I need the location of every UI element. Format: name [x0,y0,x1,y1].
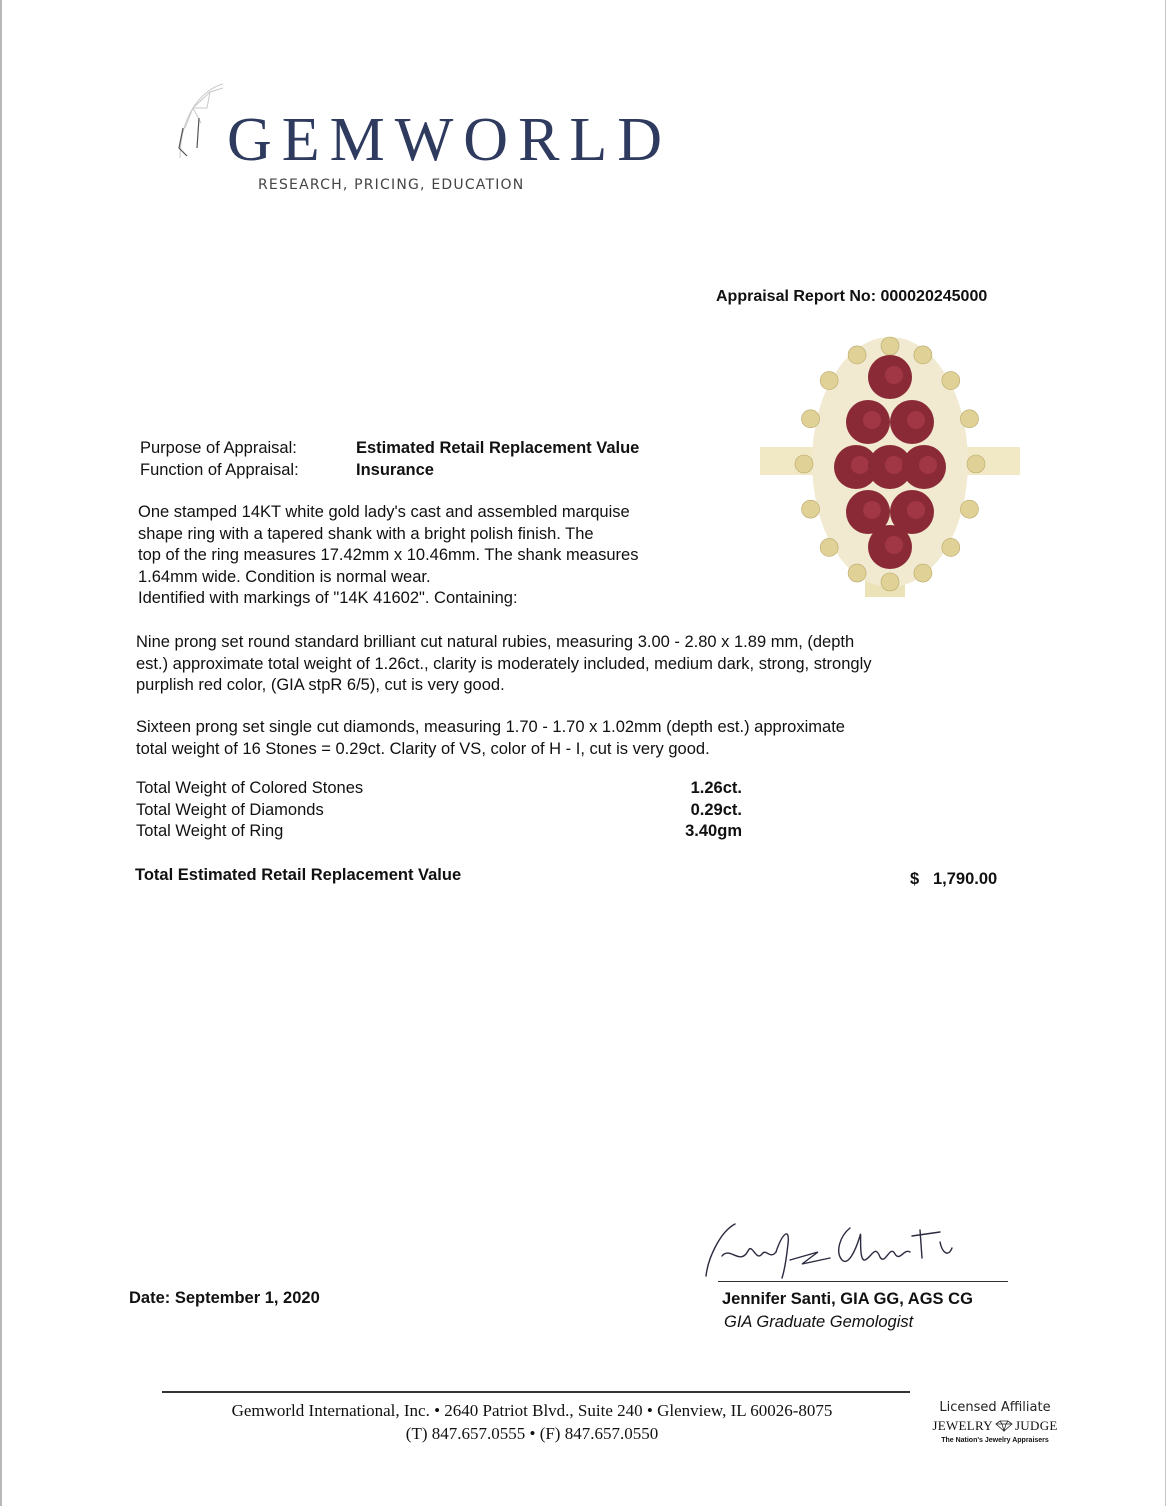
total-value: 3.40gm [685,822,742,840]
description-line: top of the ring measures 17.42mm x 10.46mm. The shank measures [138,546,639,564]
diamond-stone [914,346,932,364]
gem-outline-icon [175,78,225,168]
rubies-line: Nine prong set round standard brilliant cut natural rubies, measuring 3.00 - 2.80 x 1.89 mm, (depth [136,633,855,651]
diamond-stone [942,372,960,390]
description-line: Identified with markings of "14K 41602". Containing: [138,589,518,607]
currency-symbol: $ [910,870,920,888]
diamond-stone [848,346,866,364]
phone-line: (T) 847.657.0555 • (F) 847.657.0550 [405,1424,659,1443]
ruby-highlight [863,501,881,519]
diamond-stone [848,564,866,582]
grand-total-label: Total Estimated Retail Replacement Value [135,866,462,884]
function-value: Insurance [356,460,434,479]
grand-total-value: 1,790.00 [933,870,998,888]
rubies-line: est.) approximate total weight of 1.26ct., clarity is moderately included, medium dark, strong, strongly [136,654,872,673]
ruby-highlight [885,536,903,554]
diamond-stone [967,455,985,473]
total-label: Total Weight of Colored Stones [136,779,364,797]
appraisal-purpose [140,438,639,481]
rubies-description [136,632,872,697]
ruby-highlight [851,456,869,474]
description-line: shape ring with a tapered shank with a bright polish finish. The [138,524,594,543]
total-value: 0.29ct. [690,800,742,819]
ruby-highlight [885,456,903,474]
brand-name: GEMWORLD [227,106,673,174]
diamond-stone [802,500,820,518]
signer-title: GIA Graduate Gemologist [724,1313,914,1331]
ruby-highlight [885,366,903,384]
affiliate-brand [928,1418,1062,1434]
gemworld-logo [175,78,673,198]
affiliate-title: Licensed Affiliate [939,1400,1051,1415]
signature-line [718,1281,1008,1282]
description-line: One stamped 14KT white gold lady's cast and assembled marquise [138,503,630,521]
report-number: Appraisal Report No: 000020245000 [716,288,988,305]
total-row [136,800,742,822]
function-label: Function of Appraisal: [140,460,299,479]
diamonds-description [136,717,845,760]
diamond-icon [994,1420,1014,1432]
affiliate-brand-right: JUDGE [1014,1418,1058,1433]
diamond-stone [960,500,978,518]
diamond-stone [820,372,838,390]
grand-total [910,869,997,891]
handwritten-signature [690,1218,1030,1280]
weight-totals [136,778,742,843]
total-row [136,778,742,800]
affiliate-badge [928,1399,1062,1446]
signer-name: Jennifer Santi, GIA GG, AGS CG [722,1290,973,1308]
total-label: Total Weight of Diamonds [136,800,324,819]
diamond-stone [914,564,932,582]
rubies-line: purplish red color, (GIA stpR 6/5), cut is very good. [136,676,505,694]
affiliate-brand-left: JEWELRY [932,1418,993,1433]
total-row [136,821,742,843]
purpose-value: Estimated Retail Replacement Value [356,439,640,457]
ring-description [138,502,638,610]
footer-divider [162,1391,910,1393]
description-line: 1.64mm wide. Condition is normal wear. [138,567,431,586]
diamond-stone [881,573,899,591]
ring-photo [760,332,1020,597]
page-edge-left [0,0,2,1506]
diamond-stone [942,538,960,556]
ruby-highlight [907,501,925,519]
diamond-stone [795,455,813,473]
total-label: Total Weight of Ring [136,822,284,840]
diamond-stone [881,337,899,355]
diamond-stone [820,538,838,556]
ruby-highlight [863,411,881,429]
purpose-label: Purpose of Appraisal: [140,439,297,457]
total-value: 1.26ct. [690,779,742,797]
ruby-highlight [907,411,925,429]
address-line: Gemworld International, Inc. • 2640 Patriot Blvd., Suite 240 • Glenview, IL 60026-8075 [231,1401,833,1420]
diamonds-line: Sixteen prong set single cut diamonds, measuring 1.70 - 1.70 x 1.02mm (depth est.) approximate [136,718,845,736]
diamonds-line: total weight of 16 Stones = 0.29ct. Clarity of VS, color of H - I, cut is very good. [136,739,710,758]
brand-tagline: RESEARCH, PRICING, EDUCATION [258,177,525,193]
ruby-highlight [919,456,937,474]
footer-address [162,1399,902,1445]
affiliate-tagline: The Nation's Jewelry Appraisers [941,1437,1049,1444]
diamond-stone [802,410,820,428]
appraisal-date: Date: September 1, 2020 [129,1289,320,1307]
diamond-stone [960,410,978,428]
